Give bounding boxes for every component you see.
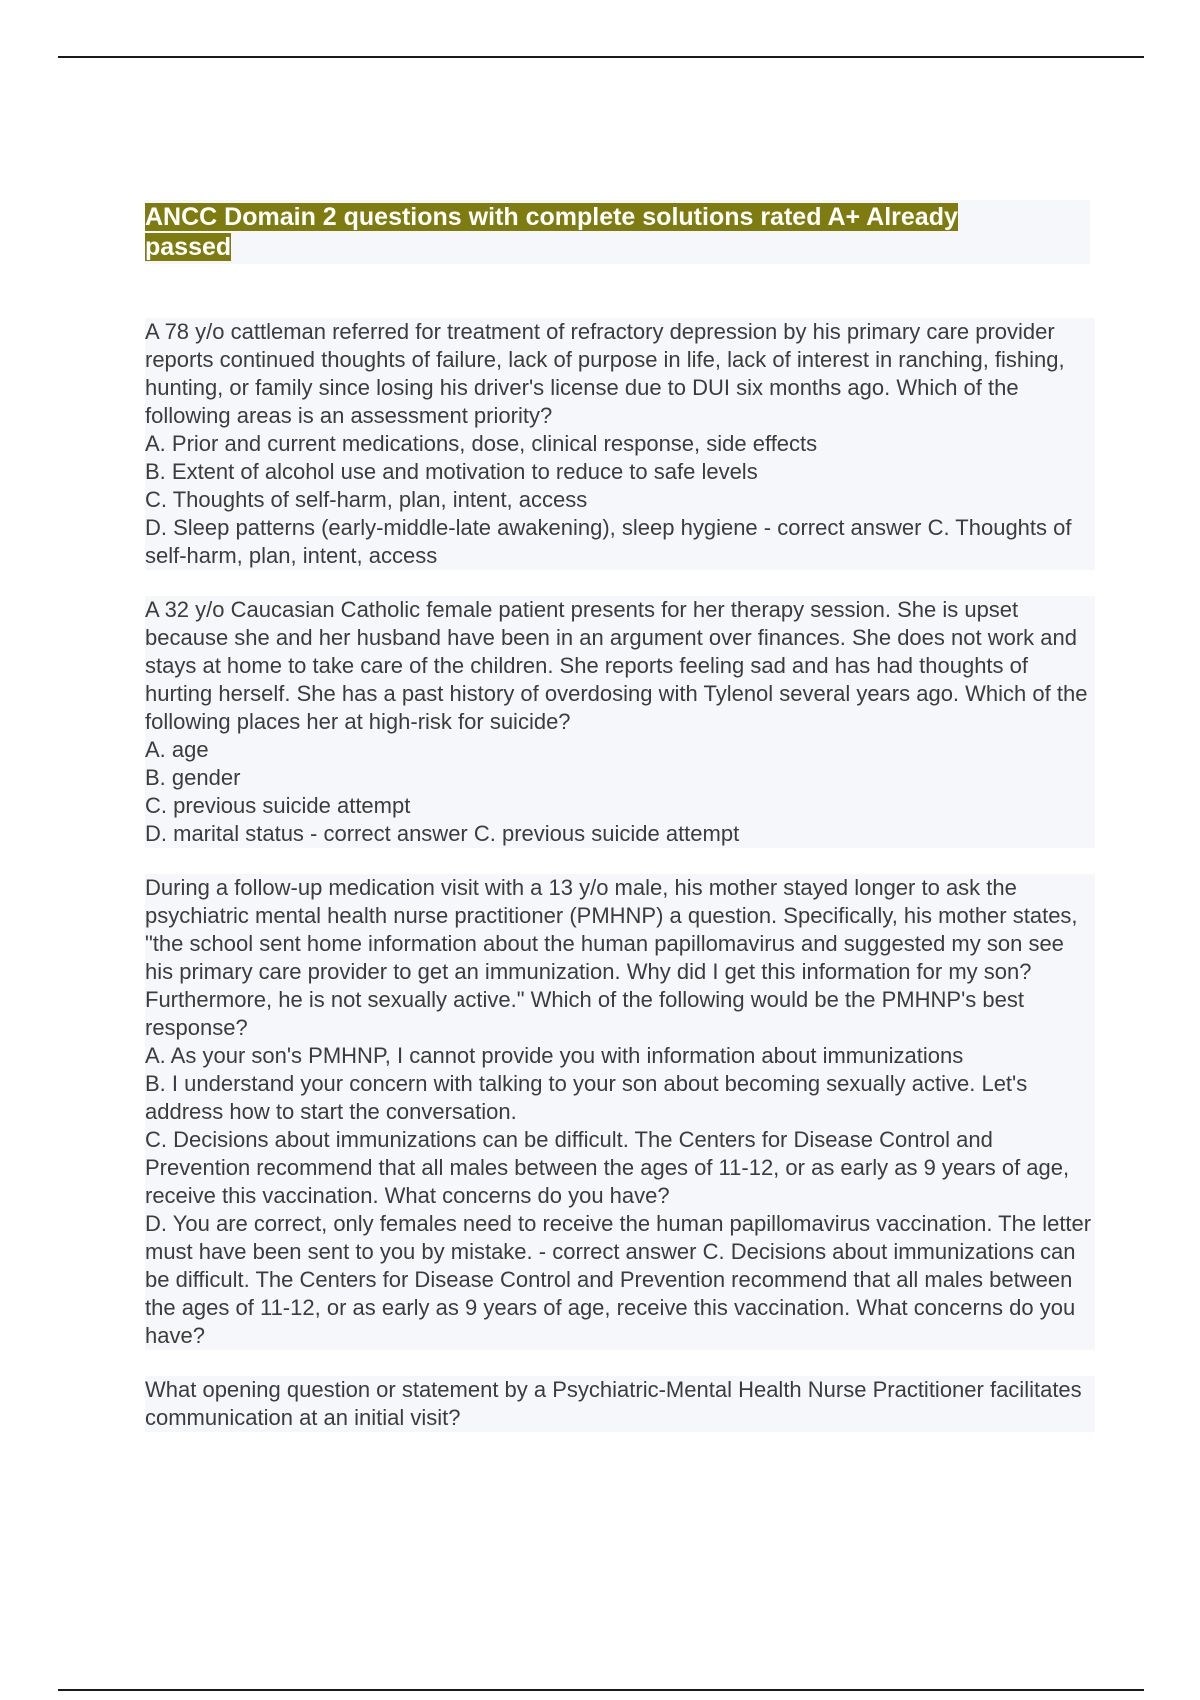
question-3-option-b: B. I understand your concern with talking to your son about becoming sexually active. Let's address how to start the conversation. <box>145 1070 1095 1126</box>
question-2-option-c: C. previous suicide attempt <box>145 792 1095 820</box>
top-rule <box>58 56 1144 58</box>
question-3-option-a: A. As your son's PMHNP, I cannot provide you with information about immunizations <box>145 1042 1095 1070</box>
question-1-option-c: C. Thoughts of self-harm, plan, intent, access <box>145 486 1095 514</box>
document-title: ANCC Domain 2 questions with complete solutions rated A+ Already passed <box>145 203 958 261</box>
question-1-option-a: A. Prior and current medications, dose, clinical response, side effects <box>145 430 1095 458</box>
question-4-stem: What opening question or statement by a Psychiatric-Mental Health Nurse Practitioner facilitates communication at an initial visit? <box>145 1376 1095 1432</box>
question-4 <box>145 1376 1095 1432</box>
question-1-option-d: D. Sleep patterns (early-middle-late awakening), sleep hygiene - correct answer C. Thoughts of self-harm, plan, intent, access <box>145 514 1095 570</box>
question-1-stem: A 78 y/o cattleman referred for treatment of refractory depression by his primary care provider reports continued thoughts of failure, lack of purpose in life, lack of interest in ranching, fishing, hunting, or family since losing his driver's license due to DUI six months ago. Which of the following areas is an assessment priority? <box>145 318 1095 430</box>
question-3-option-d: D. You are correct, only females need to receive the human papillomavirus vaccination. The letter must have been sent to you by mistake. - correct answer C. Decisions about immunizations can be difficult. The Centers for Disease Control and Prevention recommend that all males between the ages of 11-12, or as early as 9 years of age, receive this vaccination. What concerns do you have? <box>145 1210 1095 1350</box>
question-3 <box>145 874 1095 1350</box>
bottom-rule <box>58 1689 1144 1691</box>
question-list <box>145 318 1095 1458</box>
question-1 <box>145 318 1095 570</box>
question-3-option-c: C. Decisions about immunizations can be difficult. The Centers for Disease Control and Prevention recommend that all males between the ages of 11-12, or as early as 9 years of age, receive this vaccination. What concerns do you have? <box>145 1126 1095 1210</box>
question-2-stem: A 32 y/o Caucasian Catholic female patient presents for her therapy session. She is upset because she and her husband have been in an argument over finances. She does not work and stays at home to take care of the children. She reports feeling sad and has had thoughts of hurting herself. She has a past history of overdosing with Tylenol several years ago. Which of the following places her at high-risk for suicide? <box>145 596 1095 736</box>
question-2 <box>145 596 1095 848</box>
question-2-option-b: B. gender <box>145 764 1095 792</box>
question-2-option-d: D. marital status - correct answer C. previous suicide attempt <box>145 820 1095 848</box>
question-1-option-b: B. Extent of alcohol use and motivation to reduce to safe levels <box>145 458 1095 486</box>
question-3-stem: During a follow-up medication visit with a 13 y/o male, his mother stayed longer to ask the psychiatric mental health nurse practitioner (PMHNP) a question. Specifically, his mother states, "the school sent home information about the human papillomavirus and suggested my son see his primary care provider to get an immunization. Why did I get this information for my son? Furthermore, he is not sexually active." Which of the following would be the PMHNP's best response? <box>145 874 1095 1042</box>
question-2-option-a: A. age <box>145 736 1095 764</box>
